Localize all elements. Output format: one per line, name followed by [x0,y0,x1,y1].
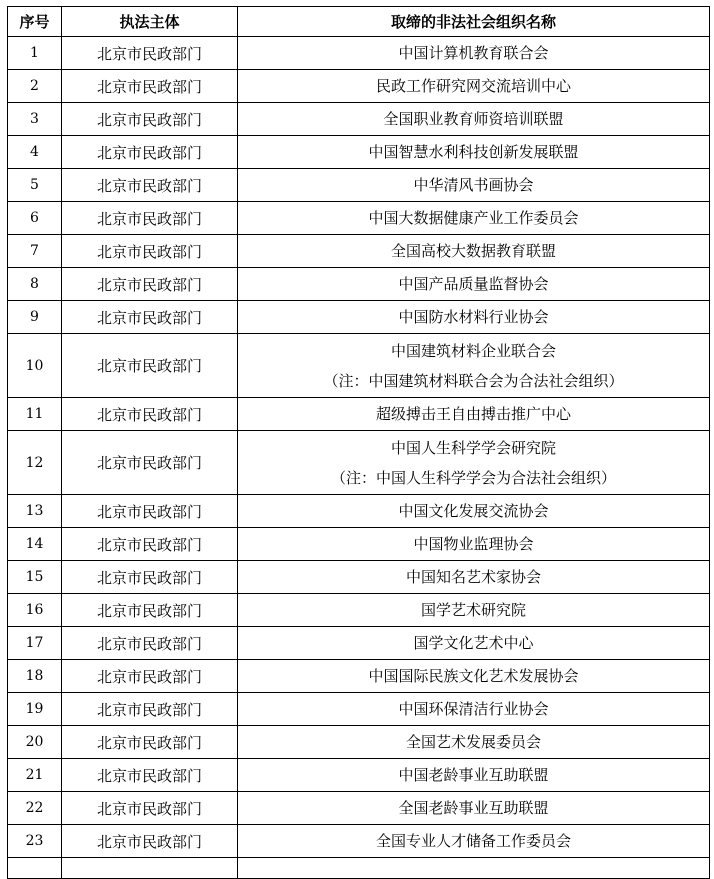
cell-organization-name [238,495,710,528]
cell-organization-name [238,301,710,334]
cell-organization-name [238,398,710,431]
cell-serial-number: 19 [8,693,62,726]
cell-enforcement-entity: 北京市民政部门 [62,202,238,235]
cell-organization-name [238,528,710,561]
cell-organization-name [238,561,710,594]
cell-enforcement-entity: 北京市民政部门 [62,792,238,825]
organization-name-text: 民政工作研究网交流培训中心 [375,77,571,95]
table-row [8,268,710,301]
table-row [8,136,710,169]
cell-organization-name [238,268,710,301]
organization-name-text: 全国职业教育师资培训联盟 [383,110,564,128]
cell-enforcement-entity: 北京市民政部门 [62,169,238,202]
cell-organization-name [238,594,710,627]
cell-organization-name [238,627,710,660]
cell-enforcement-entity: 北京市民政部门 [62,660,238,693]
cell-serial-number: 15 [8,561,62,594]
cell-enforcement-entity: 北京市民政部门 [62,594,238,627]
organization-name-text: 中国文化发展交流协会 [398,502,549,520]
cell-enforcement-entity: 北京市民政部门 [62,37,238,70]
cell-serial-number: 21 [8,759,62,792]
cell-organization-name [238,660,710,693]
cell-organization-name [238,235,710,268]
cell-serial-number: 13 [8,495,62,528]
table-row [8,561,710,594]
cell-serial-number: 6 [8,202,62,235]
cell-serial-number: 14 [8,528,62,561]
cell-serial-number: 17 [8,627,62,660]
organization-name-text: 全国艺术发展委员会 [405,733,541,751]
cell-organization-name [238,136,710,169]
table-row [8,528,710,561]
table-row [8,334,710,398]
cell-serial-number: 5 [8,169,62,202]
cell-serial-number: 12 [8,431,62,495]
table-row [8,759,710,792]
cell-enforcement-entity: 北京市民政部门 [62,561,238,594]
organization-name-text: 中国老龄事业互助联盟 [398,766,549,784]
cell-organization-name [238,759,710,792]
organization-name-text: 中国大数据健康产业工作委员会 [368,209,579,227]
table-row [8,726,710,759]
organization-name-text: 国学艺术研究院 [420,601,526,619]
organization-note-text: （注：中国人生科学学会为合法社会组织） [330,468,616,487]
table-row [8,103,710,136]
table-row [8,398,710,431]
organization-name-text: 中华清风书画协会 [413,176,534,194]
table-row [8,825,710,858]
cell-enforcement-entity: 北京市民政部门 [62,528,238,561]
cell-organization-name [238,792,710,825]
cell-organization-name [238,693,710,726]
organization-name-text: 中国国际民族文化艺术发展协会 [368,667,579,685]
cell-enforcement-entity: 北京市民政部门 [62,693,238,726]
table-row [8,693,710,726]
cell-organization-name [238,431,710,495]
cell-serial-number: 11 [8,398,62,431]
cell-enforcement-entity: 北京市民政部门 [62,136,238,169]
organization-name-text: 中国防水材料行业协会 [398,308,549,326]
table-row [8,37,710,70]
cell-organization-name [238,103,710,136]
table-header-row [8,7,710,37]
cell-serial-number: 7 [8,235,62,268]
cell-enforcement-entity: 北京市民政部门 [62,70,238,103]
organization-note-text: （注：中国建筑材料联合会为合法社会组织） [323,371,624,390]
cell-organization-name [238,169,710,202]
cell-enforcement-entity: 北京市民政部门 [62,334,238,398]
header-serial-number: 序号 [8,7,62,37]
cell-organization-name [238,825,710,858]
cell-organization-name [238,334,710,398]
cell-serial-number: 23 [8,825,62,858]
organization-name-text: 全国高校大数据教育联盟 [390,242,556,260]
table-row [8,202,710,235]
cell-serial-number: 9 [8,301,62,334]
cell-serial-number: 8 [8,268,62,301]
header-organization-name: 取缔的非法社会组织名称 [238,7,710,37]
cell-enforcement-entity: 北京市民政部门 [62,431,238,495]
cell-enforcement-entity: 北京市民政部门 [62,268,238,301]
organization-name-text: 中国知名艺术家协会 [405,568,541,586]
header-enforcement-entity: 执法主体 [62,7,238,37]
table-row [8,660,710,693]
table-row [8,594,710,627]
cell-serial-number: 1 [8,37,62,70]
organization-name-text: 超级搏击王自由搏击推广中心 [375,405,571,423]
table-row [8,235,710,268]
organization-name-text: 中国人生科学学会研究院 [390,438,556,457]
organization-name-text: 全国老龄事业互助联盟 [398,799,549,817]
table-row [8,431,710,495]
cell-organization-name [238,37,710,70]
cell-serial-number: 16 [8,594,62,627]
organization-name-text: 中国产品质量监督协会 [398,275,549,293]
cell-enforcement-entity: 北京市民政部门 [62,235,238,268]
table-row [8,301,710,334]
organization-name-text: 中国环保清洁行业协会 [398,700,549,718]
cell-enforcement-entity: 北京市民政部门 [62,825,238,858]
organization-name-text: 国学文化艺术中心 [413,634,534,652]
cell-enforcement-entity: 北京市民政部门 [62,495,238,528]
cell-organization-name [238,726,710,759]
organization-name-text: 中国物业监理协会 [413,535,534,553]
table-row [8,792,710,825]
cell-serial-number: 20 [8,726,62,759]
organization-name-text: 全国专业人才储备工作委员会 [375,832,571,850]
cell-enforcement-entity: 北京市民政部门 [62,627,238,660]
illegal-organizations-table [7,6,710,879]
cell-organization-name [238,70,710,103]
cell-enforcement-entity: 北京市民政部门 [62,301,238,334]
cell-enforcement-entity: 北京市民政部门 [62,398,238,431]
cell-enforcement-entity: 北京市民政部门 [62,103,238,136]
organization-name-text: 中国建筑材料企业联合会 [390,341,556,360]
cell-serial-number: 22 [8,792,62,825]
cell-enforcement-entity: 北京市民政部门 [62,759,238,792]
cell-serial-number: 2 [8,70,62,103]
organization-name-text: 中国计算机教育联合会 [398,44,549,62]
cell-enforcement-entity: 北京市民政部门 [62,726,238,759]
table-row [8,495,710,528]
table-row [8,169,710,202]
cell-organization-name [238,202,710,235]
table-row [8,70,710,103]
table-row [8,627,710,660]
cell-serial-number: 18 [8,660,62,693]
organization-name-text: 中国智慧水利科技创新发展联盟 [368,143,579,161]
cell-serial-number: 4 [8,136,62,169]
cell-serial-number: 3 [8,103,62,136]
table-body [8,37,710,879]
cell-serial-number: 10 [8,334,62,398]
